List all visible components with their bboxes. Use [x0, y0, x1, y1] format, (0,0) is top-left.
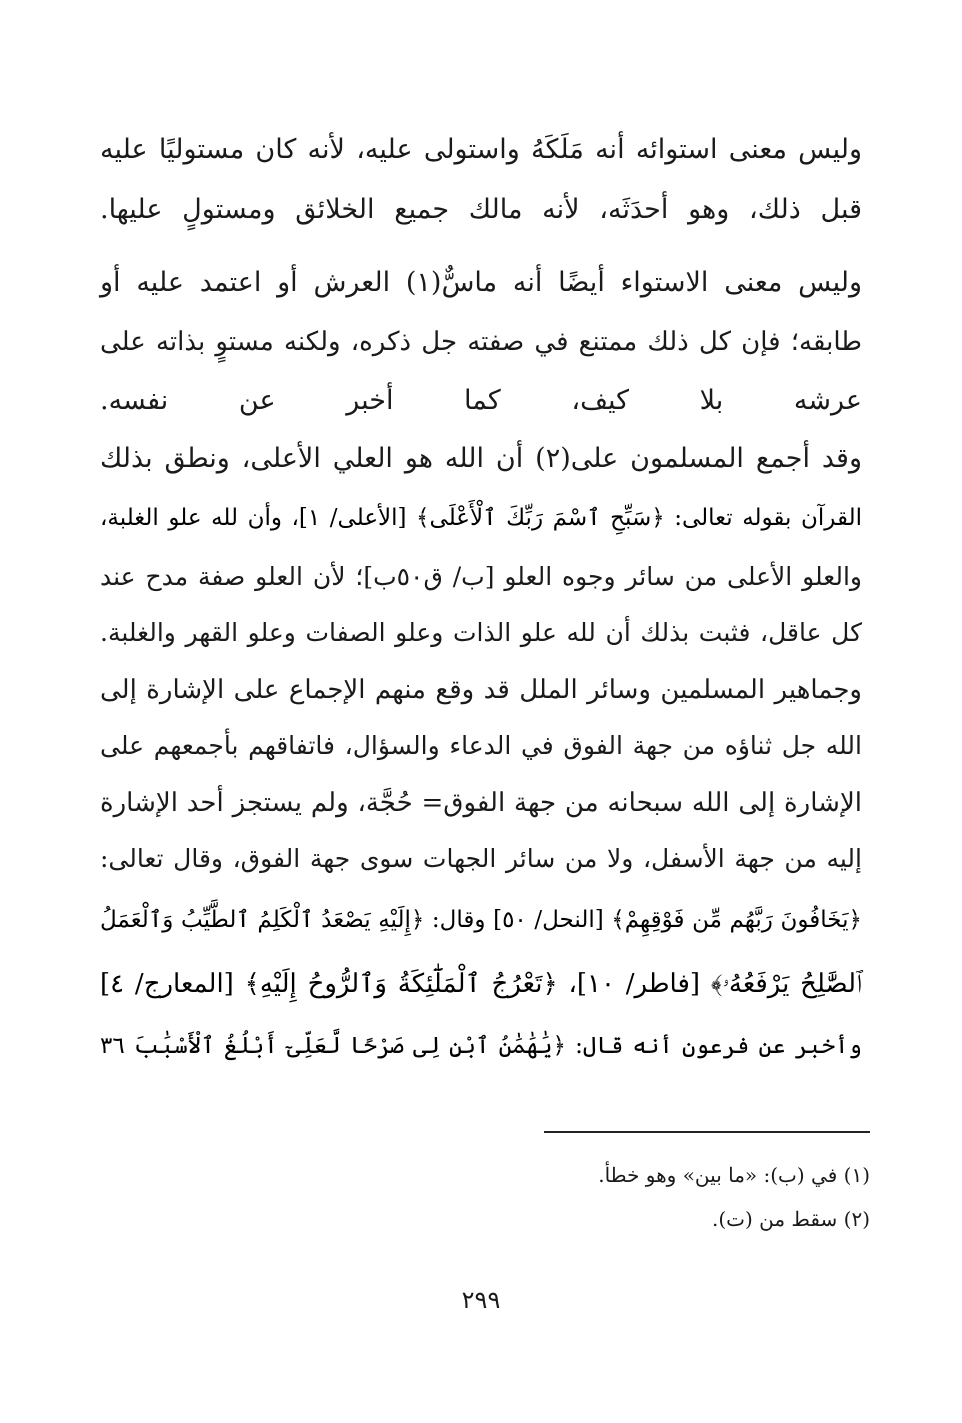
text-line: إليه من جهة الأسفل، ولا من سائر الجهات سوى جهة الفوق، وقال تعالى: — [100, 844, 862, 873]
text-line: وأخبر عن فرعون أنه قال: ﴿يَٰهَٰمَٰنُ ٱبْنِ لِى صَرْحًا لَّعَلِّىٓ أَبْلُغُ ٱلْأَسْبَٰبَ ٣٦ — [100, 1033, 862, 1059]
text-line: كل عاقل، فثبت بذلك أن لله علو الذات وعلو الصفات وعلو القهر والغلبة. — [100, 618, 862, 647]
text-line: القرآن بقوله تعالى: ﴿سَبِّحِ ٱسْمَ رَبِّكَ ٱلْأَعْلَى﴾ [الأعلى/ ١]، وأن لله علو الغلبة، — [100, 505, 862, 531]
text-line: ٱلصَّٰلِحُ يَرْفَعُهُۥ﴾ [فاطر/ ١٠]، ﴿تَعْرُجُ ٱلْمَلَٰٓئِكَةُ وَٱلرُّوحُ إِلَيْهِ﴾ [المعارج/ ٤] — [100, 969, 862, 999]
text-line: والعلو الأعلى من سائر وجوه العلو [ب/ ق٥٠ب]؛ لأن العلو صفة مدح عند — [100, 562, 862, 591]
footnote: (١) في (ب): «ما بين» وهو خطأ. — [598, 1163, 870, 1187]
text-line: وجماهير المسلمين وسائر الملل قد وقع منهم الإجماع على الإشارة إلى — [100, 675, 862, 705]
text-line: ﴿يَخَافُونَ رَبَّهُم مِّن فَوْقِهِمْ﴾ [النحل/ ٥٠] وقال: ﴿إِلَيْهِ يَصْعَدُ ٱلْكَلِمُ ٱلطَّيِّبُ وَٱلْعَمَلُ — [100, 907, 862, 933]
text-line: الإشارة إلى الله سبحانه من جهة الفوق= حُجَّة، ولم يستجز أحد الإشارة — [100, 788, 862, 818]
footnote: (٢) سقط من (ت). — [711, 1207, 870, 1231]
text-line: طابقه؛ فإن كل ذلك ممتنع في صفته جل ذكره، ولكنه مستوٍ بذاته على — [100, 327, 862, 357]
text-line: وليس معنى الاستواء أيضًا أنه ماسٌّ(١) العرش أو اعتمد عليه أو — [100, 267, 862, 298]
text-line: قبل ذلك، وهو أحدَثَه، لأنه مالك جميع الخلائق ومستولٍ عليها. — [100, 194, 862, 225]
footnote-divider — [544, 1131, 870, 1133]
page-number: ٢٩٩ — [461, 1286, 501, 1314]
text-line: عرشه بلا كيف، كما أخبر عن نفسه. — [100, 385, 862, 416]
text-line: الله جل ثناؤه من جهة الفوق في الدعاء والسؤال، فاتفاقهم بأجمعهم على — [100, 731, 862, 760]
text-line: وليس معنى استوائه أنه مَلَكَهُ واستولى عليه، لأنه كان مستوليًا عليه — [100, 134, 862, 165]
text-line: وقد أجمع المسلمون على(٢) أن الله هو العلي الأعلى، ونطق بذلك — [100, 443, 862, 474]
